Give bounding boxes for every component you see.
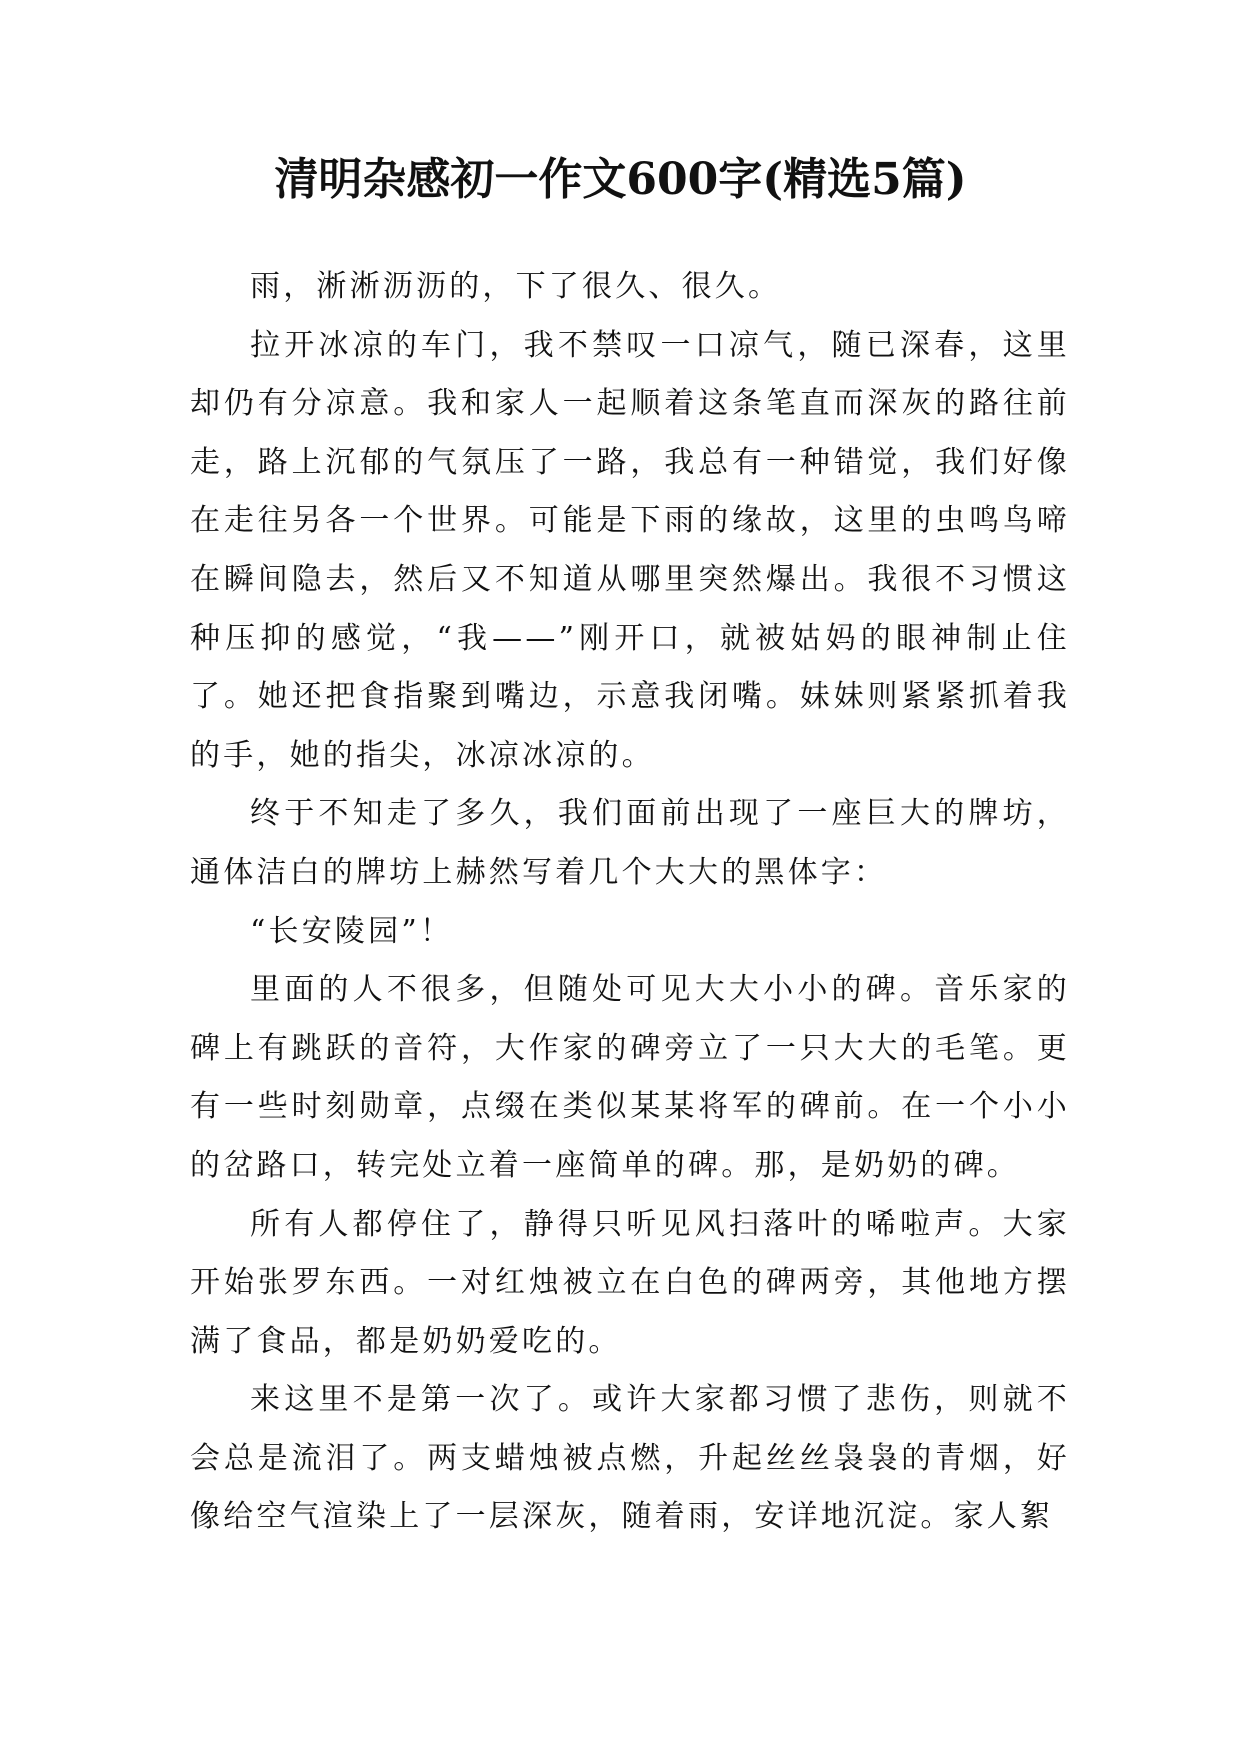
paragraph-6: 所有人都停住了，静得只听见风扫落叶的唏啦声。大家开始张罗东西。一对红烛被立在白色的碑两旁，其他地方摆满了食品，都是奶奶爱吃的。 [190, 1206, 1070, 1359]
document-title: 清明杂感初一作文600字(精选5篇) [274, 154, 967, 205]
document-body [190, 258, 1070, 1547]
paragraph-1: 雨，淅淅沥沥的，下了很久、很久。 [250, 269, 782, 304]
paragraph-5: 里面的人不很多，但随处可见大大小小的碑。音乐家的碑上有跳跃的音符，大作家的碑旁立了一只大大的毛笔。更有一些时刻勋章，点缀在类似某某将军的碑前。在一个小小的岔路口，转完处立着一座简单的碑。那，是奶奶的碑。 [190, 972, 1070, 1183]
paragraph-7: 来这里不是第一次了。或许大家都习惯了悲伤，则就不会总是流泪了。两支蜡烛被点燃，升起丝丝袅袅的青烟，好像给空气渲染上了一层深灰，随着雨，安详地沉淀。家人絮 [190, 1382, 1070, 1535]
paragraph-3: 终于不知走了多久，我们面前出现了一座巨大的牌坊，通体洁白的牌坊上赫然写着几个大大的黑体字： [190, 796, 1070, 890]
paragraph-4: “长安陵园”！ [250, 913, 454, 949]
paragraph-2: 拉开冰凉的车门，我不禁叹一口凉气，随已深春，这里却仍有分凉意。我和家人一起顺着这条笔直而深灰的路往前走，路上沉郁的气氛压了一路，我总有一种错觉，我们好像在走往另各一个世界。可能是下雨的缘故，这里的虫鸣鸟啼在瞬间隐去，然后又不知道从哪里突然爆出。我很不习惯这种压抑的感觉，“我——”刚开口，就被姑妈的眼神制止住了。她还把食指聚到嘴边，示意我闭嘴。妹妹则紧紧抓着我的手，她的指尖，冰凉冰凉的。 [190, 327, 1070, 773]
